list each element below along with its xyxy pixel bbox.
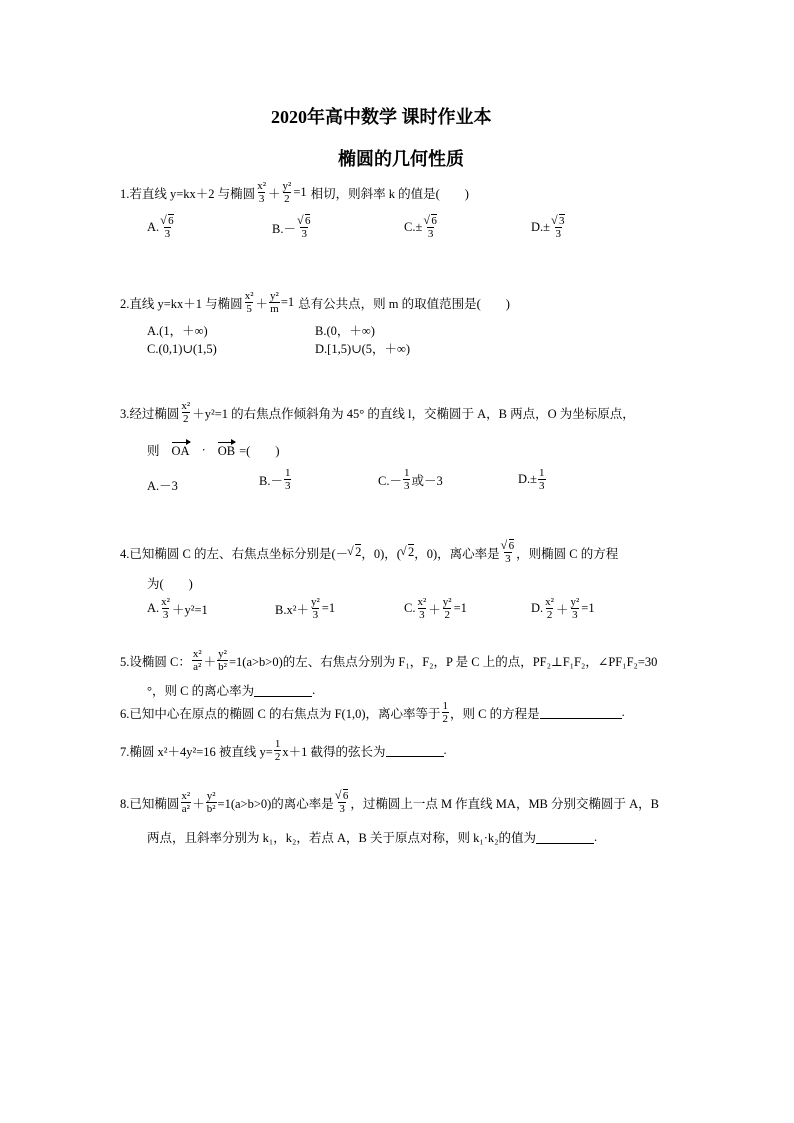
page-title: 2020年高中数学 课时作业本 [271,107,492,127]
q2-option-d: D.[1,5)∪(5，＋∞) [315,342,411,356]
q3-text-a: 3.经过椭圆 [120,406,180,421]
vector-oa: OA [171,443,190,458]
q3-frac-x: $\frac{\text{x²}}{2}$ [181,400,191,425]
q3-option-d: D.± $\frac{1}{3}$ [518,467,545,492]
section-title: 椭圆的几何性质 [338,149,464,169]
q1-frac-x: $\frac{\text{x²}}{3}$ [257,180,266,205]
q1-text-b: 相切，则斜率 k 的值是( ) [310,186,469,201]
q2-option-c: C.(0,1)∪(1,5) [147,342,217,356]
question-7: 7.椭圆 x²＋4y²=16 被直线 y= $\frac{1}{2}$ x＋1 截得的弦长为 . [120,738,447,763]
question-6: 6.已知中心在原点的椭圆 C 的右焦点为 F(1,0)，离心率等于 $\frac{1}{2}$ ，则 C 的方程是 . [120,700,625,725]
q1-frac-y: $\frac{\text{y²}}{2}$ [282,180,292,205]
plus-sign: ＋ [255,296,269,311]
q3-option-a: A.－3 [147,479,178,493]
answer-blank[interactable] [254,684,312,697]
q4-line-2: 为( ) [147,577,193,591]
q2-option-a: A.(1，＋∞) [147,324,208,338]
q3-line-2: 则 OA · OB =( ) [147,442,280,458]
q3-option-b: B.－ $\frac{1}{3}$ [259,467,291,492]
q8-line-2: 两点，且斜率分别为 k₁，k₂，若点 A，B 关于原点对称，则 k₁·k₂的值为 . [147,829,598,845]
question-8: 8.已知椭圆 $\frac{\text{x²}}{\text{a²}}$ ＋ $\frac{\text{y²}}{\text{b²}}$ =1(a>b>0)的离心率是 √ $\frac{6}{3}$ ，过椭圆上一点 M 作直线 MA，MB 分别交椭圆于 A，B [120,790,659,815]
q1-option-b: B.－ √ $\frac{6}{3}$ [272,215,312,240]
answer-blank[interactable] [540,706,622,719]
question-5: 5.设椭圆 C： $\frac{\text{x²}}{\text{a²}}$ ＋ $\frac{\text{y²}}{\text{b²}}$ =1(a>b>0)的左、右焦点分别为 F₁，F₂，P 是 C 上的点，PF₂⊥F₁F₂，∠PF₁F₂=30 [120,648,658,673]
answer-blank[interactable] [536,831,594,844]
q1-option-c: C.± √ $\frac{6}{3}$ [404,215,439,240]
vector-ob: OB [217,443,236,458]
question-3 [120,400,635,425]
q1-option-d: D.± √ $\frac{3}{3}$ [531,215,567,240]
q2-frac-x: $\frac{\text{x²}}{5}$ [244,290,254,315]
q4-option-c: C. $\frac{\text{x²}}{3}$ ＋ $\frac{\text{y²}}{2}$ =1 [404,596,467,621]
q3-text-b: ＋y²=1 的右焦点作倾斜角为 45° 的直线 l，交椭圆于 A，B 两点，O 为坐标原点， [192,406,635,421]
q4-option-d: D. $\frac{\text{x²}}{2}$ ＋ $\frac{\text{y²}}{3}$ =1 [531,596,595,621]
q4-option-b: B.x²＋ $\frac{\text{y²}}{3}$ =1 [275,596,336,621]
q1-option-a: A. √ $\frac{6}{3}$ [147,215,176,240]
answer-blank[interactable] [386,744,444,757]
q2-text-b: 总有公共点，则 m 的取值范围是( ) [298,296,510,311]
q4-option-a: A. $\frac{\text{x²}}{3}$ ＋y²=1 [147,596,208,621]
q2-frac-y: $\frac{\text{y²}}{m}$ [270,290,279,315]
q3-option-c: C.－ $\frac{1}{3}$ 或－3 [378,467,443,492]
plus-sign: ＋ [268,186,281,201]
q1-text-a: 1.若直线 y=kx＋2 与椭圆 [120,186,256,201]
q2-option-b: B.(0，＋∞) [315,324,375,338]
q5-line-2: °，则 C 的离心率为 . [147,682,316,698]
q2-text-a: 2.直线 y=kx＋1 与椭圆 [120,296,243,311]
equals-one: =1 [280,295,295,309]
equals-one: =1 [293,185,307,199]
question-1 [120,180,469,205]
question-2 [120,290,510,315]
question-4: 4.已知椭圆 C 的左、右焦点坐标分别是(－ √ 2 ，0)，( √ 2 ，0)，离心率是 √ $\frac{6}{3}$ ，则椭圆 C 的方程 [120,540,618,565]
